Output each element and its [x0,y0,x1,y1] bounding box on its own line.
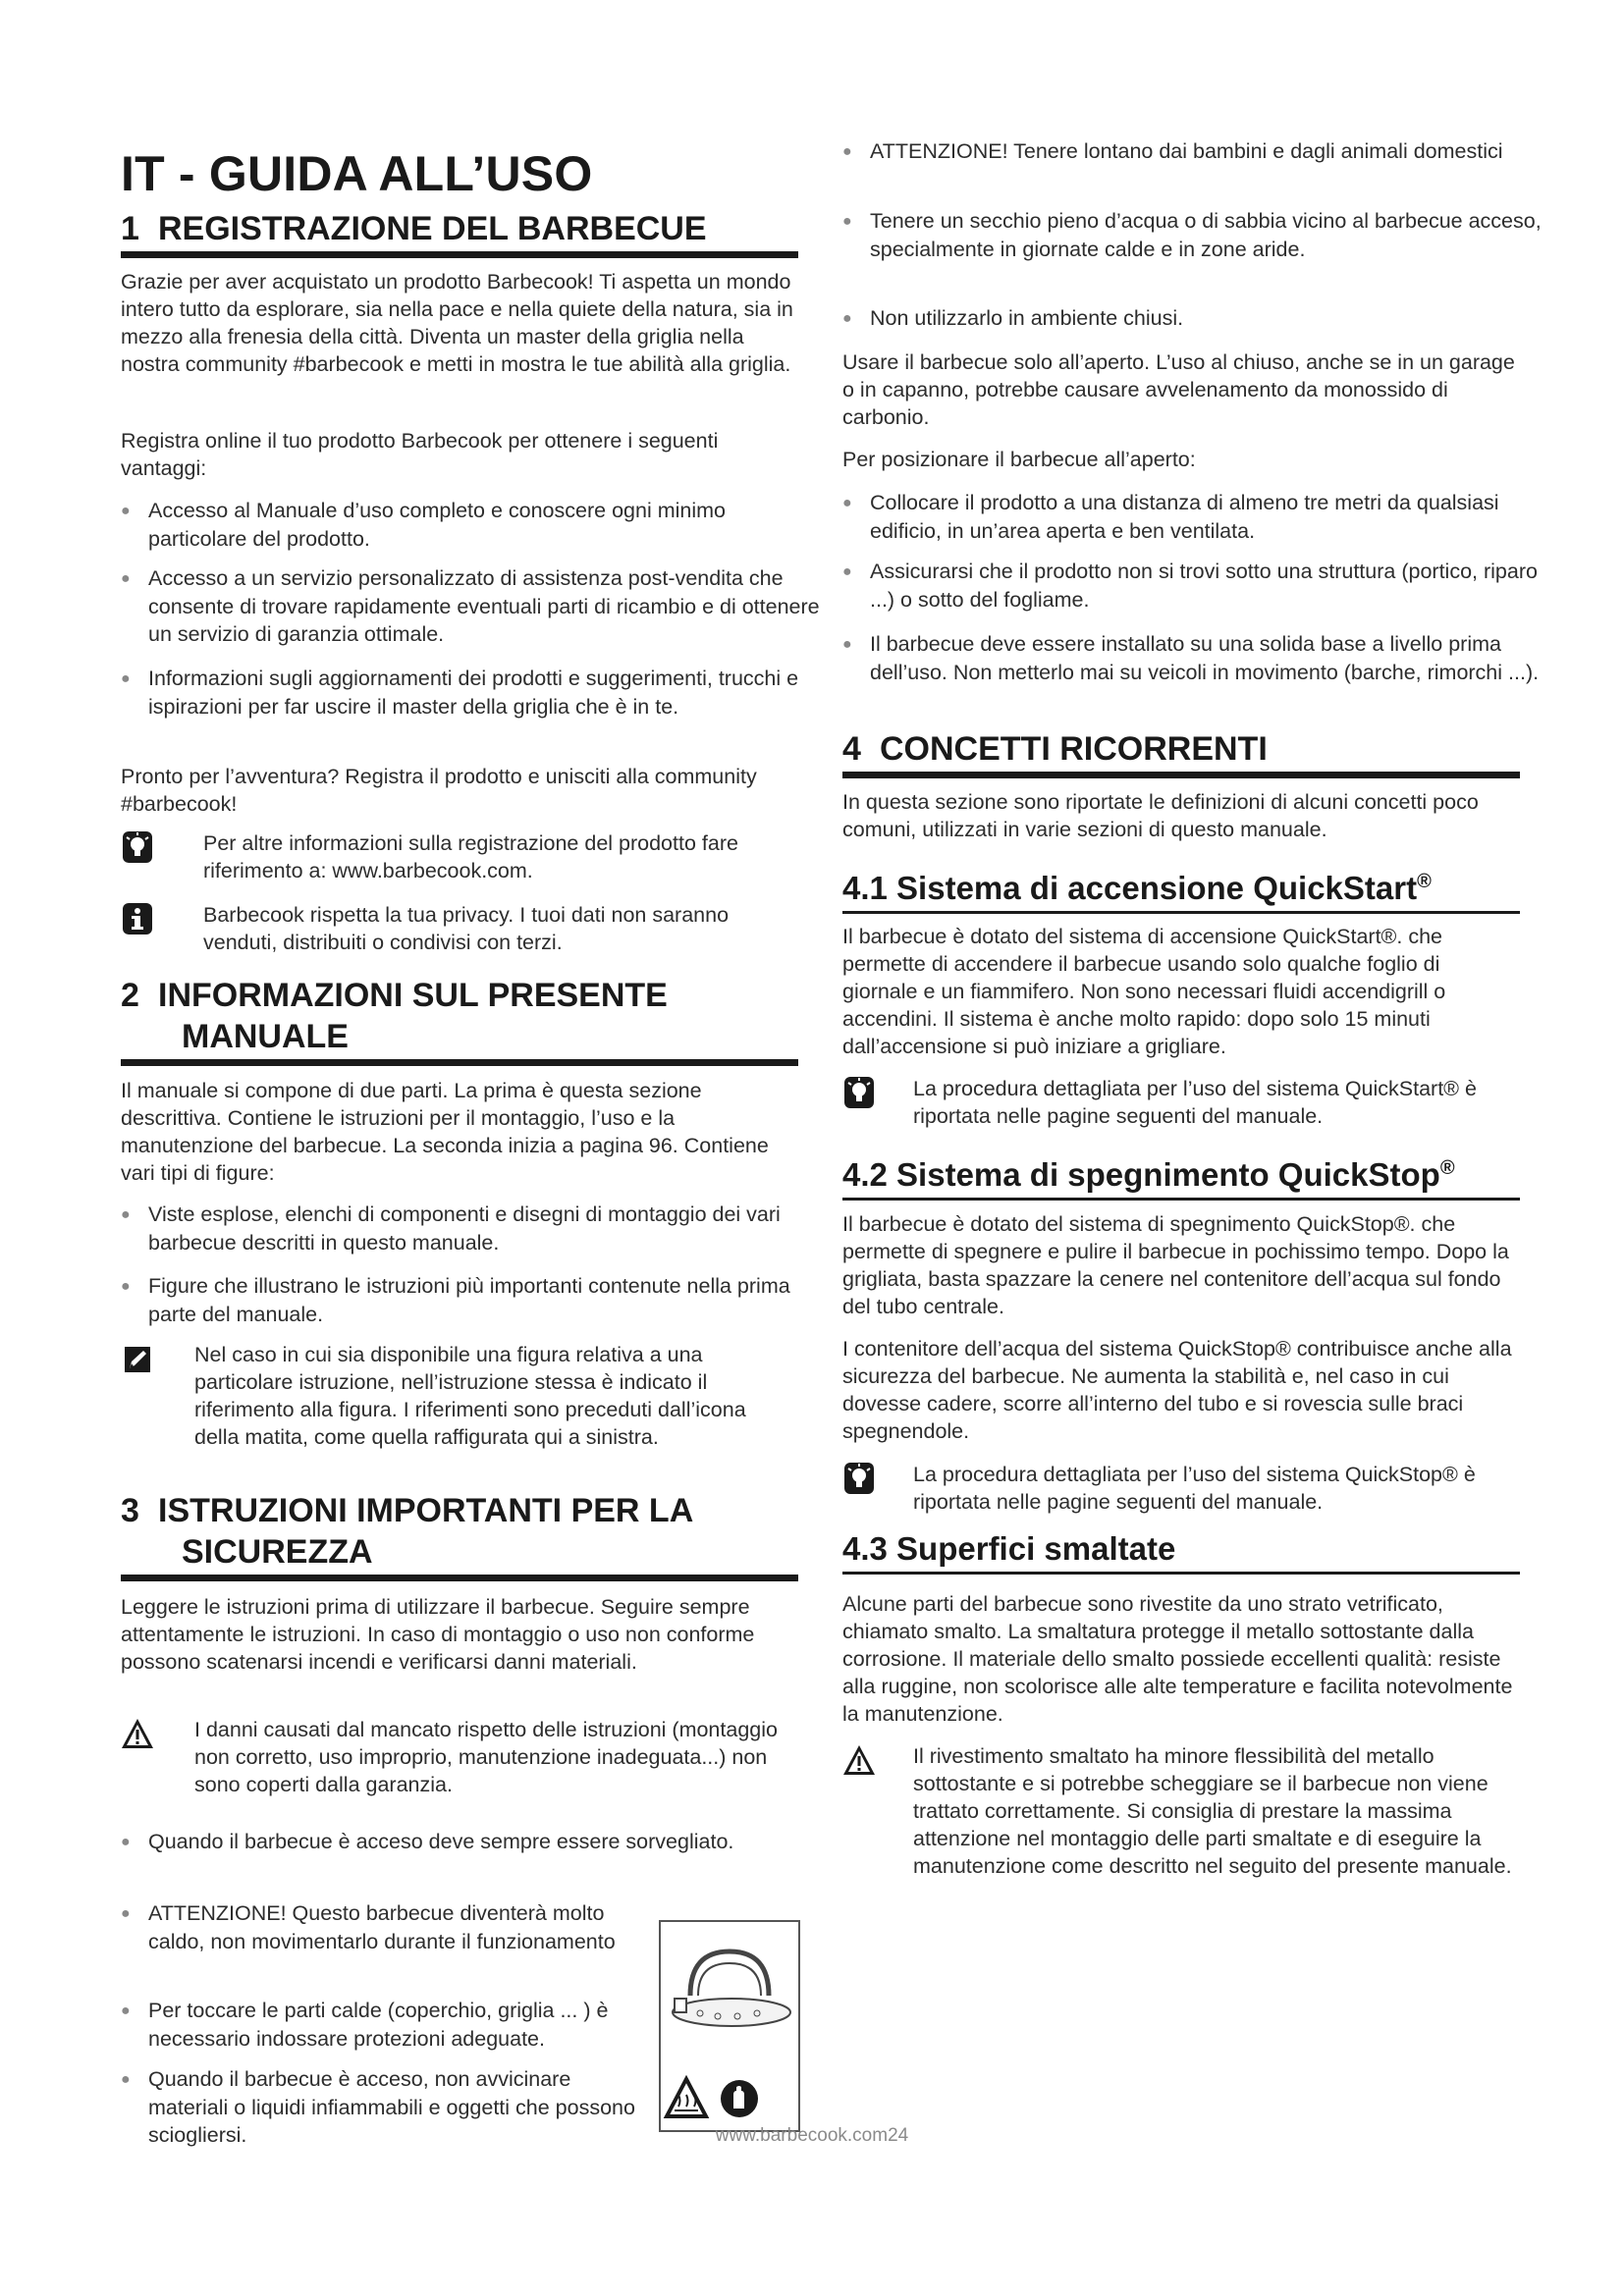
outdoor-positioning: Per posizionare il barbecue all’aperto: [842,448,1196,471]
section-1-register: Registra online il tuo prodotto Barbecook per ottenere i seguenti vantaggi: [121,429,719,480]
lightbulb-icon [842,1075,882,1114]
section-4-heading: 4 CONCETTI RICORRENTI [842,728,1520,778]
section-4-1-text: Il barbecue è dotato del sistema di accensione QuickStart®. che permette di accendere il barbecue usando solo qualche foglio di giornale e un fiammifero. Non sono necessari fluidi accendigrill o accendini. Il sistema è anche molto rapido: dopo solo 15 minuti dall’accensione si può iniziare a grigliare. [842,925,1446,1058]
lightbulb-icon [842,1461,882,1500]
section-2-heading: 2 INFORMAZIONI SUL PRESENTE MANUALE [121,975,798,1066]
warning-icon [842,1742,882,1782]
list-item: ● Quando il barbecue è acceso deve sempre essere sorvegliato. [121,1830,734,1853]
list-item: ● Viste esplose, elenchi di componenti e disegni di montaggio dei vari barbecue descritti in questo manuale. [121,1202,781,1255]
list-item: ● Accesso a un servizio personalizzato di assistenza post-vendita che consente di trovare rapidamente eventuali parti di ricambio e di ottenere un servizio di garanzia ottimale. [121,566,820,646]
section-4-3-heading: 4.3 Superfici smaltate [842,1529,1520,1575]
list-item: ● Tenere un secchio pieno d’acqua o di sabbia vicino al barbecue acceso, specialmente in giornate calde e in zone aride. [842,209,1542,261]
barbecue-illustration [661,1922,798,2130]
section-4-3-text: Alcune parti del barbecue sono rivestite da uno strato vetrificato, chiamato smalto. La smaltatura protegge il metallo sottostante dalla corrosione. Il materiale dello smalto possiede eccellenti qualità: resiste alla ruggine, non scolorisce alle alte temperature e facilita notevolmente la manutenzione. [842,1592,1513,1726]
section-1-adventure: Pronto per l’avventura? Registra il prodotto e unisciti alla community #barbecook! [121,765,757,816]
section-3-intro: Leggere le istruzioni prima di utilizzare il barbecue. Seguire sempre attentamente le istruzioni. In caso di montaggio o uso non conforme possono scatenarsi incendi e verificarsi danni materiali. [121,1595,755,1674]
section-2-intro: Il manuale si compone di due parti. La prima è questa sezione descrittiva. Contiene le istruzioni per il montaggio, l’uso e la manutenzione del barbecue. La seconda inizia a pagina 96. Contiene vari tipi di figure: [121,1079,769,1185]
section-4-2-heading: 4.2 Sistema di spegnimento QuickStop® [842,1148,1520,1201]
list-item: ● Informazioni sugli aggiornamenti dei prodotti e suggerimenti, trucchi e ispirazioni per far uscire il master della griglia che è in te. [121,667,799,719]
list-item: ● Non utilizzarlo in ambiente chiusi. [842,306,1184,330]
section-4-1-heading: 4.1 Sistema di accensione QuickStart® [842,862,1520,914]
page-footer: www.barbecook.com24 [715,2125,909,2146]
lightbulb-icon [121,829,160,869]
list-item: ● Il barbecue deve essere installato su una solida base a livello prima dell’uso. Non metterlo mai su veicoli in movimento (barche, rimorchi ...). [842,632,1540,684]
section-4-2-text-2: I contenitore dell’acqua del sistema QuickStop® contribuisce anche alla sicurezza del barbecue. Ne aumenta la stabilità e, nel caso in cui dovesse cadere, scorre all’interno del tubo e si rovescia sulle braci spegnendole. [842,1337,1512,1443]
pencil-icon [123,1345,162,1384]
section-3-heading: 3 ISTRUZIONI IMPORTANTI PER LA SICUREZZA [121,1490,798,1581]
outdoor-usage: Usare il barbecue solo all’aperto. L’uso al chiuso, anche se in un garage o in capanno, potrebbe causare avvelenamento da monossido di carbonio. [842,350,1515,429]
list-item: ● Accesso al Manuale d’uso completo e conoscere ogni minimo particolare del prodotto. [121,499,726,551]
list-item: ● ATTENZIONE! Tenere lontano dai bambini e dagli animali domestici [842,139,1503,163]
list-item: ● Collocare il prodotto a una distanza di almeno tre metri da qualsiasi edificio, in un’area aperta e ben ventilata. [842,491,1499,543]
section-1-heading: 1 REGISTRAZIONE DEL BARBECUE [121,208,798,258]
section-1-intro: Grazie per aver acquistato un prodotto Barbecook! Ti aspetta un mondo intero tutto da esplorare, sia nella pace e nella quiete della natura, sia in mezzo alla frenesia della città. Diventa un master della griglia nella nostra community #barbecook e metti in mostra le tue abilità alla griglia. [121,270,793,376]
list-item: ● Per toccare le parti calde (coperchio, griglia ... ) è necessario indossare protezioni adeguate. [121,1999,609,2051]
warning-icon [121,1716,160,1755]
list-item: ● ATTENZIONE! Questo barbecue diventerà molto caldo, non movimentarlo durante il funzionamento [121,1901,616,1953]
list-item: ● Quando il barbecue è acceso, non avvicinare materiali o liquidi infiammabili e oggetti che possono sciogliersi. [121,2067,635,2147]
list-item: ● Figure che illustrano le istruzioni più importanti contenute nella prima parte del manuale. [121,1274,790,1326]
page-title: IT - GUIDA ALL’USO [121,146,593,201]
section-4-intro: In questa sezione sono riportate le definizioni di alcuni concetti poco comuni, utilizzati in varie sezioni di questo manuale. [842,790,1479,841]
info-icon [121,901,160,940]
list-item: ● Assicurarsi che il prodotto non si trovi sotto una struttura (portico, riparo ...) o sotto del fogliame. [842,560,1538,612]
section-4-2-text: Il barbecue è dotato del sistema di spegnimento QuickStop®. che permette di spegnere e pulire il barbecue in pochissimo tempo. Dopo la grigliata, basta spazzare la cenere nel contenitore dell’acqua sul fondo del tubo centrale. [842,1212,1509,1318]
hot-barbecue-figure [659,1920,800,2132]
